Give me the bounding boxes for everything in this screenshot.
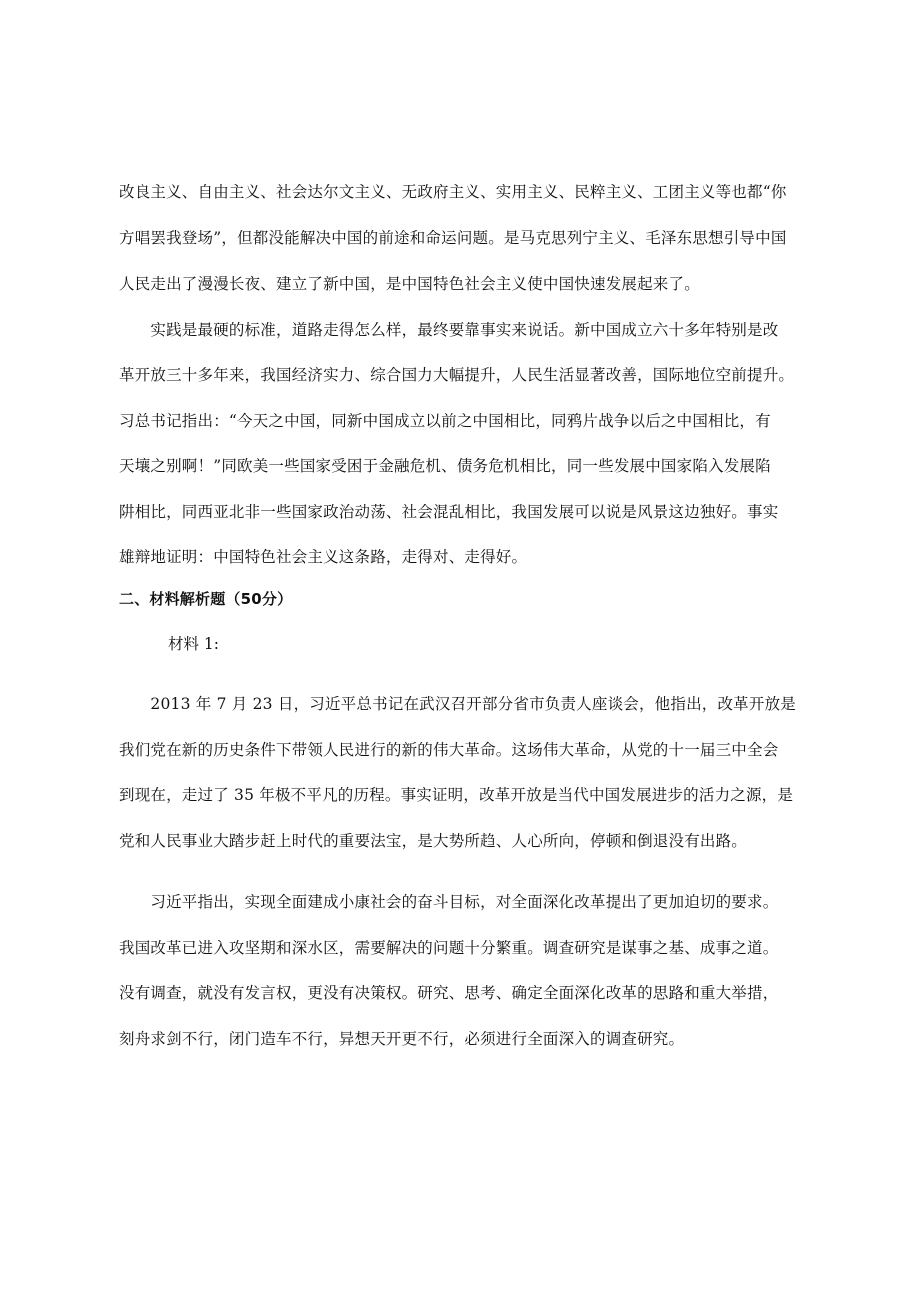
paragraph-4-line-4: 刻舟求剑不行，闭门造车不行，异想天开更不行，必须进行全面深入的调查研究。 bbox=[119, 1030, 685, 1048]
paragraph-2-line-3: 习总书记指出：“今天之中国，同新中国成立以前之中国相比，同鸦片战争以后之中国相比，有 bbox=[119, 412, 771, 430]
paragraph-2-line-1: 实践是最硬的标准，道路走得怎么样，最终要靠事实来说话。新中国成立六十多年特别是改 bbox=[119, 321, 779, 339]
paragraph-4-line-1: 习近平指出，实现全面建成小康社会的奋斗目标，对全面深化改革提出了更加迫切的要求。 bbox=[119, 893, 779, 911]
section-heading: 二、材料解析题（50分） bbox=[119, 590, 293, 608]
paragraph-2-line-6: 雄辩地证明：中国特色社会主义这条路，走得对、走得好。 bbox=[119, 548, 528, 566]
paragraph-4-line-2: 我国改革已进入攻坚期和深水区，需要解决的问题十分繁重。调查研究是谋事之基、成事之道。 bbox=[119, 939, 779, 957]
paragraph-1-line-2: 方唱罢我登场”，但都没能解决中国的前途和命运问题。是马克思列宁主义、毛泽东思想引导中国 bbox=[119, 229, 787, 247]
paragraph-4-line-3: 没有调查，就没有发言权，更没有决策权。研究、思考、确定全面深化改革的思路和重大举措， bbox=[119, 984, 779, 1002]
material-label: 材料 1: bbox=[168, 635, 220, 653]
paragraph-2-line-2: 革开放三十多年来，我国经济实力、综合国力大幅提升，人民生活显著改善，国际地位空前提升。 bbox=[119, 366, 795, 384]
paragraph-2-line-4: 天壤之别啊！”同欧美一些国家受困于金融危机、债务危机相比，同一些发展中国家陷入发展陷 bbox=[119, 457, 771, 475]
paragraph-3-line-1: 2013 年 7 月 23 日，习近平总书记在武汉召开部分省市负责人座谈会，他指出，改革开放是 bbox=[119, 695, 796, 713]
paragraph-3-line-2: 我们党在新的历史条件下带领人民进行的新的伟大革命。这场伟大革命，从党的十一届三中全会 bbox=[119, 741, 779, 759]
paragraph-3-line-3: 到现在，走过了 35 年极不平凡的历程。事实证明，改革开放是当代中国发展进步的活力之源，是 bbox=[119, 786, 794, 804]
paragraph-3-line-4: 党和人民事业大踏步赶上时代的重要法宝，是大势所趋、人心所向，停顿和倒退没有出路。 bbox=[119, 832, 748, 850]
paragraph-1-line-1: 改良主义、自由主义、社会达尔文主义、无政府主义、实用主义、民粹主义、工团主义等也都“你 bbox=[119, 183, 787, 201]
paragraph-1-line-3: 人民走出了漫漫长夜、建立了新中国，是中国特色社会主义使中国快速发展起来了。 bbox=[119, 275, 700, 293]
paragraph-2-line-5: 阱相比，同西亚北非一些国家政治动荡、社会混乱相比，我国发展可以说是风景这边独好。事实 bbox=[119, 503, 779, 521]
